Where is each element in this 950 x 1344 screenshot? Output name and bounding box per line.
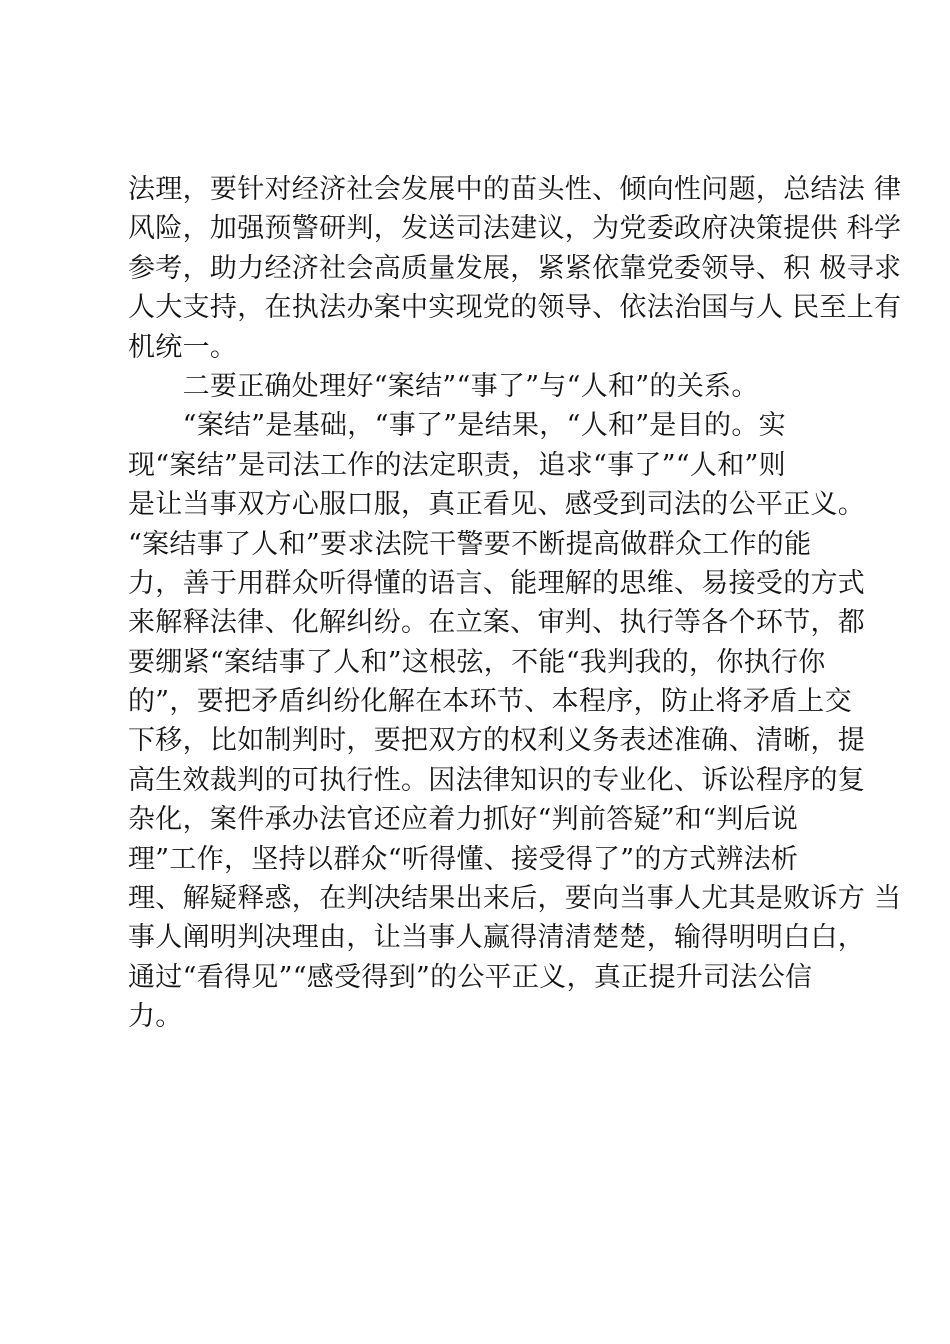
text-line: 人大支持，在执法办案中实现党的领导、依法治国与人 民至上有 (128, 292, 902, 324)
text-line: 法理，要针对经济社会发展中的苗头性、倾向性问题，总结法 律 (128, 174, 902, 205)
text-line: 理”工作，坚持以群众“听得懂、接受得了”的方式辨法析 (128, 843, 799, 875)
text-line: 力。 (128, 1001, 183, 1033)
text-line: “案结”是基础，“事了”是结果，“人和”是目的。实 (128, 410, 786, 442)
text-line: 是让当事双方心服口服，真正看见、感受到司法的公平正义。 (128, 489, 866, 521)
text-line: 杂化，案件承办法官还应着力抓好“判前答疑”和“判后说 (128, 804, 799, 836)
text-line: 理、解疑释惑，在判决结果出来后，要向当事人尤其是败诉方 当 (128, 883, 902, 915)
document-body (128, 170, 902, 1037)
section-heading: 二要正确处理好“案结”“事了”与“人和”的关系。 (128, 370, 759, 402)
text-line: 力，善于用群众听得懂的语言、能理解的思维、易接受的方式 (128, 567, 866, 599)
text-line: 高生效裁判的可执行性。因法律知识的专业化、诉讼程序的复 (128, 764, 866, 796)
text-line: 下移，比如制判时，要把双方的权利义务表述准确、清晰，提 (128, 725, 866, 757)
text-line: 来解释法律、化解纠纷。在立案、审判、执行等各个环节，都 (128, 607, 866, 639)
text-line: 现“案结”是司法工作的法定职责，追求“事了”“人和”则 (128, 449, 786, 481)
text-line: 的”，要把矛盾纠纷化解在本环节、本程序，防止将矛盾上交 (128, 686, 852, 718)
text-line: 风险，加强预警研判，发送司法建议，为党委政府决策提供 科学 (128, 213, 902, 245)
text-line: 机统一。 (128, 331, 238, 363)
text-line: “案结事了人和”要求法院干警要不断提高做群众工作的能 (128, 528, 812, 560)
text-line: 事人阐明判决理由，让当事人赢得清清楚楚，输得明明白白， (128, 922, 866, 954)
text-line: 参考，助力经济社会高质量发展，紧紧依靠党委领导、积 极寻求 (128, 252, 902, 284)
text-line: 要绷紧“案结事了人和”这根弦，不能“我判我的，你执行你 (128, 646, 826, 678)
text-line: 通过“看得见”“感受得到”的公平正义，真正提升司法公信 (128, 961, 813, 993)
